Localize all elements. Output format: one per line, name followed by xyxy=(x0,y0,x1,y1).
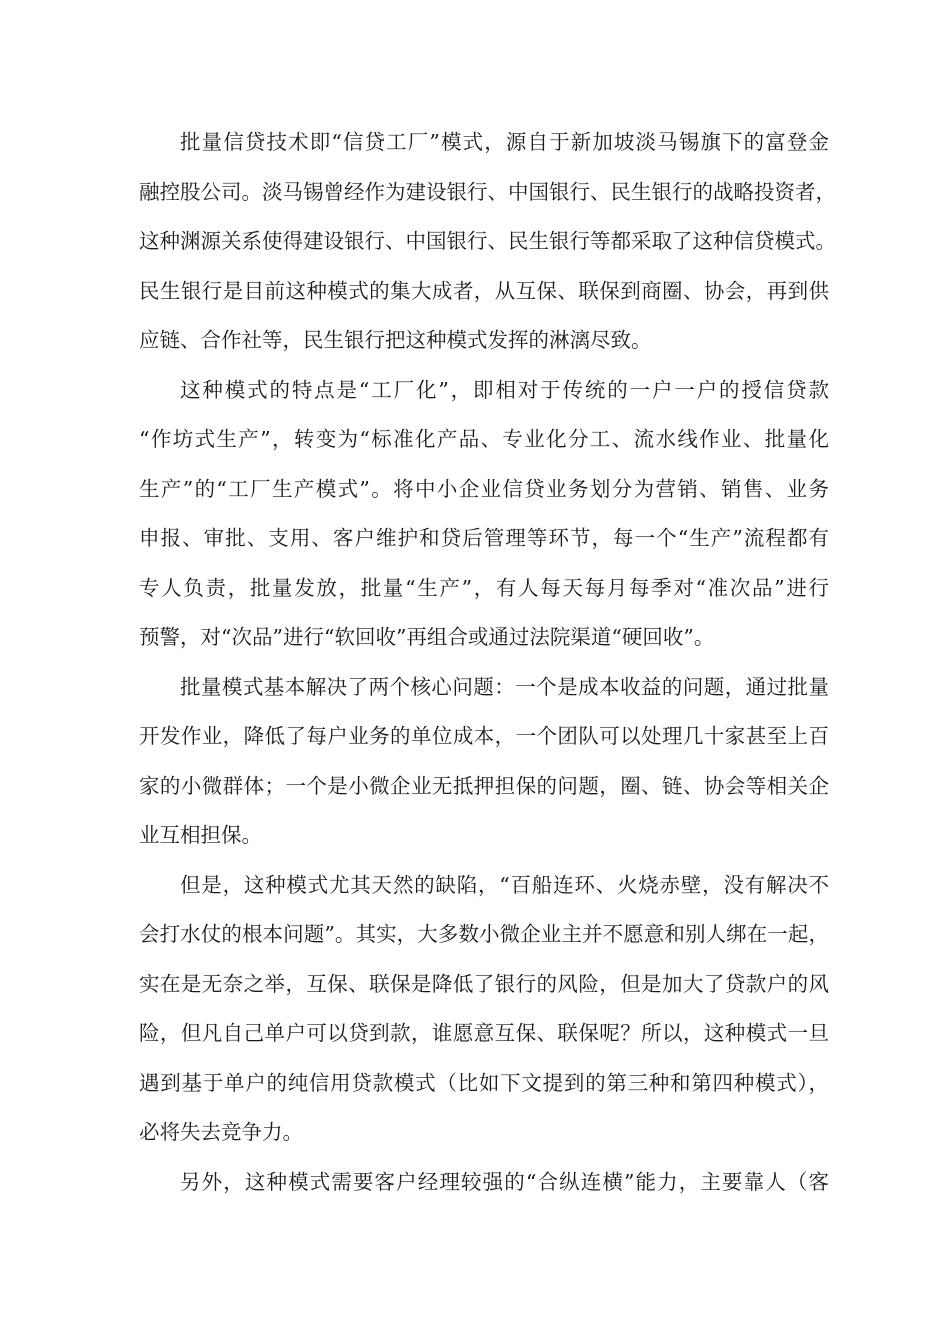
paragraph xyxy=(139,663,829,861)
text-line: “作坊式生产”，转变为“标准化产品、专业化分工、流水线作业、批量化 xyxy=(139,427,829,451)
text-line: 另外，这种模式需要客户经理较强的“合纵连横”能力，主要靠人（客 xyxy=(180,1169,829,1194)
text-line: 应链、合作社等，民生银行把这种模式发挥的淋漓尽致。 xyxy=(139,328,652,352)
text-line: 融控股公司。淡马锡曾经作为建设银行、中国银行、民生银行的战略投资者， xyxy=(139,179,836,204)
text-line: 申报、审批、支用、客户维护和贷后管理等环节，每一个“生产”流程都有 xyxy=(139,526,829,550)
text-line: 险，但凡自己单户可以贷到款，谁愿意互保、联保呢？所以，这种模式一旦 xyxy=(139,1021,829,1045)
text-line: 但是，这种模式尤其天然的缺陷，“百船连环、火烧赤壁，没有解决不 xyxy=(180,872,829,897)
text-line: 民生银行是目前这种模式的集大成者，从互保、联保到商圈、协会，再到供 xyxy=(139,278,829,303)
text-line: 家的小微群体；一个是小微企业无抵押担保的问题，圈、链、协会等相关企 xyxy=(139,773,829,798)
text-line: 专人负责，批量发放，批量“生产”，有人每天每月每季对“准次品”进行 xyxy=(139,575,829,600)
paragraph xyxy=(139,1158,829,1208)
text-line: 业互相担保。 xyxy=(139,823,262,847)
text-line: 预警，对“次品”进行“软回收”再组合或通过法院渠道“硬回收”。 xyxy=(139,625,715,649)
text-line: 必将失去竞争力。 xyxy=(139,1120,303,1144)
text-line: 遇到基于单户的纯信用贷款模式（比如下文提到的第三种和第四种模式）， xyxy=(139,1070,829,1095)
text-line: 会打水仗的根本问题”。其实，大多数小微企业主并不愿意和别人绑在一起， xyxy=(139,922,829,946)
text-line: 批量模式基本解决了两个核心问题：一个是成本收益的问题，通过批量 xyxy=(180,674,829,699)
paragraph xyxy=(139,118,836,366)
text-line: 开发作业，降低了每户业务的单位成本，一个团队可以处理几十家甚至上百 xyxy=(139,724,829,748)
text-line: 批量信贷技术即“信贷工厂”模式，源自于新加坡淡马锡旗下的富登金 xyxy=(180,130,829,154)
text-line: 这种模式的特点是“工厂化”，即相对于传统的一户一户的授信贷款 xyxy=(180,377,829,402)
document-body xyxy=(139,118,836,1207)
text-line: 生产”的“工厂生产模式”。将中小企业信贷业务划分为营销、销售、业务 xyxy=(139,476,829,501)
paragraph xyxy=(139,366,829,663)
text-line: 这种渊源关系使得建设银行、中国银行、民生银行等都采取了这种信贷模式。 xyxy=(139,229,836,253)
text-line: 实在是无奈之举，互保、联保是降低了银行的风险，但是加大了贷款户的风 xyxy=(139,971,829,996)
paragraph xyxy=(139,861,829,1158)
